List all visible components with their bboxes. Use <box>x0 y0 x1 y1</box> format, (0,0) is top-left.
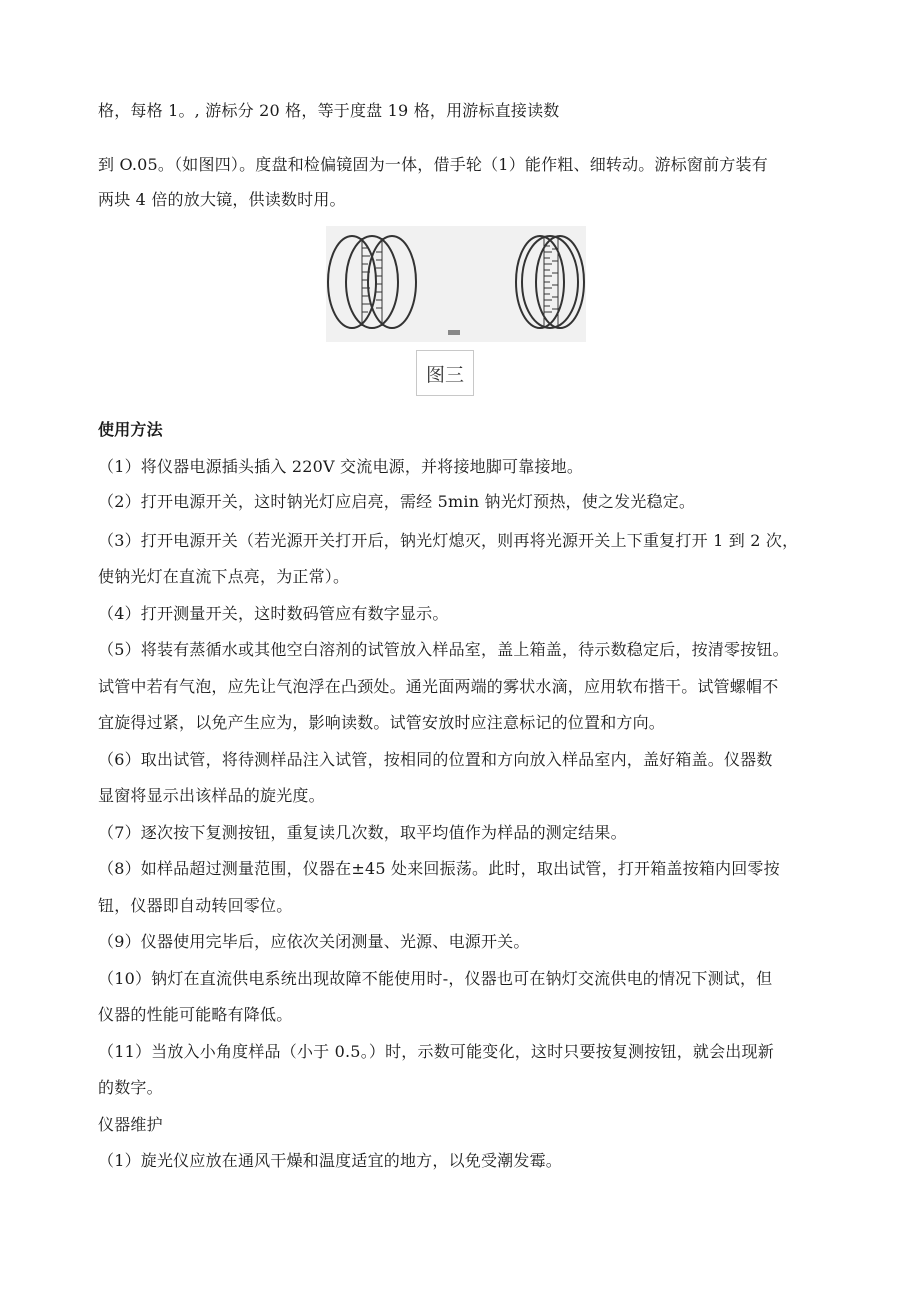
usage-line: 使钠光灯在直流下点亮，为正常）。 <box>98 567 350 586</box>
figure-image <box>326 226 586 342</box>
usage-line: 仪器的性能可能略有降低。 <box>98 1005 293 1024</box>
maintenance-line: （1）旋光仪应放在通风干燥和温度适宜的地方，以免受潮发霉。 <box>98 1151 562 1170</box>
usage-line: 的数字。 <box>98 1078 163 1097</box>
usage-line: 显窗将显示出该样品的旋光度。 <box>98 786 325 805</box>
usage-line: （5）将装有蒸循水或其他空白溶剂的试管放入样品室，盖上箱盖，待示数稳定后，按清零按钮。 <box>98 640 789 659</box>
usage-line: 钮，仪器即自动转回零位。 <box>98 896 293 915</box>
usage-line: （10）钠灯在直流供电系统出现故障不能使用时-，仪器也可在钠灯交流供电的情况下测试，但 <box>98 969 773 988</box>
usage-line: （9）仪器使用完毕后，应依次关闭测量、光源、电源开关。 <box>98 932 530 951</box>
usage-line: （8）如样品超过测量范围，仪器在±45 处来回振荡。此时，取出试管，打开箱盖按箱内回零按 <box>98 859 780 878</box>
usage-line: （11）当放入小角度样品（小于 0.5。）时，示数可能变化，这时只要按复测按钮，就会出现新 <box>98 1042 774 1061</box>
usage-line: （4）打开测量开关，这时数码管应有数字显示。 <box>98 604 449 623</box>
intro-line-1: 格，每格 1。, 游标分 20 格，等于度盘 19 格，用游标直接读数 <box>98 101 560 120</box>
usage-line: （3）打开电源开关（若光源开关打开后，钠光灯熄灭，则再将光源开关上下重复打开 1 到 2 次， <box>98 531 799 550</box>
vernier-dials-figure <box>326 226 586 342</box>
usage-line: （2）打开电源开关，这时钠光灯应启亮，需经 5min 钠光灯预热，使之发光稳定。 <box>98 492 696 511</box>
intro-line-2: 到 O.05。（如图四）。度盘和检偏镜固为一体，借手轮（1）能作粗、细转动。游标窗前方装有 <box>98 155 768 174</box>
figure-caption: 图三 <box>416 350 474 396</box>
maintenance-heading: 仪器维护 <box>98 1115 163 1134</box>
usage-line: （1）将仪器电源插头插入 220V 交流电源，并将接地脚可靠接地。 <box>98 457 584 476</box>
usage-line: 宜旋得过紧，以免产生应为，影响读数。试管安放时应注意标记的位置和方向。 <box>98 713 666 732</box>
usage-line: （6）取出试管，将待测样品注入试管，按相同的位置和方向放入样品室内，盖好箱盖。仪器数 <box>98 750 773 769</box>
vernier-dial-right-icon <box>516 236 584 328</box>
usage-line: 试管中若有气泡，应先让气泡浮在凸颈处。通光面两端的雾状水滴，应用软布揩干。试管螺帽不 <box>98 677 779 696</box>
usage-heading: 使用方法 <box>98 420 163 439</box>
intro-line-3: 两块 4 倍的放大镜，供读数时用。 <box>98 190 346 209</box>
figure-mark <box>448 330 460 335</box>
vernier-dial-left-icon <box>328 236 416 328</box>
usage-line: （7）逐次按下复测按钮，重复读几次数，取平均值作为样品的测定结果。 <box>98 823 627 842</box>
